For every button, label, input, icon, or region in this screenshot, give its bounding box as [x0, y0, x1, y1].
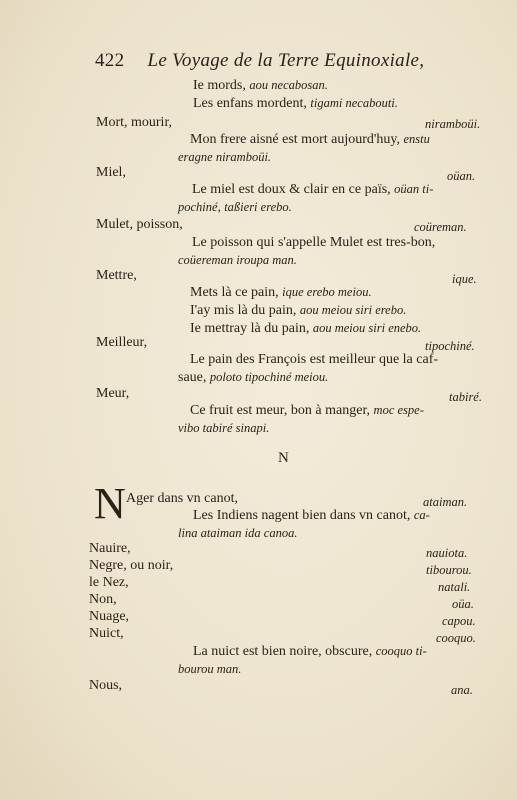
headword: Ager dans vn canot,	[126, 491, 238, 506]
headword: le Nez,	[89, 575, 129, 590]
entry-line: Les enfans mordent, tigami necabouti.	[193, 96, 398, 111]
translation: ique.	[452, 272, 477, 286]
entry-line: Ce fruit est meur, bon à manger, moc espe-	[190, 403, 424, 418]
drop-cap: N	[94, 479, 126, 528]
entry-line: lina ataiman ida canoa.	[178, 526, 298, 540]
running-header	[95, 50, 475, 72]
translation: cooquo.	[436, 631, 476, 645]
translation: ana.	[451, 683, 473, 697]
entry-line: pochiné, taßieri erebo.	[178, 200, 292, 214]
entry-line: coüereman iroupa man.	[178, 253, 297, 267]
headword: Non,	[89, 592, 117, 607]
headword: Miel,	[96, 165, 126, 180]
entry-line: I'ay mis là du pain, aou meiou siri erebo.	[190, 303, 407, 318]
translation: oüan.	[447, 169, 476, 183]
entry-line: Mon frere aisné est mort aujourd'huy, enstu	[190, 132, 430, 147]
headword: Meur,	[96, 386, 130, 401]
entry-line: La nuict est bien noire, obscure, cooquo ti-	[193, 644, 427, 659]
entry-line: Ie mords, aou necabosan.	[193, 78, 328, 93]
translation: niramboüi.	[425, 117, 481, 131]
headword: Mettre,	[96, 268, 137, 283]
headword: Nuage,	[89, 609, 130, 624]
entry-line: vibo tabiré sinapi.	[178, 421, 270, 435]
entry-line: eragne niramboüi.	[178, 150, 272, 164]
entry-line: Mets là ce pain, ique erebo meiou.	[190, 285, 372, 300]
translation: tabiré.	[449, 390, 482, 404]
translation: nauiota.	[426, 546, 468, 560]
entry-line: bourou man.	[178, 662, 242, 676]
translation: tipochiné.	[425, 339, 475, 353]
headword: Mulet, poisson,	[96, 217, 183, 232]
section-heading: N	[278, 450, 289, 466]
entry-line: saue, poloto tipochiné meiou.	[178, 370, 329, 385]
headword: Mort, mourir,	[96, 115, 173, 130]
entry-line: Le poisson qui s'appelle Mulet est tres-bon,	[192, 235, 436, 250]
headword: Nous,	[89, 678, 123, 693]
entry-line: Les Indiens nagent bien dans vn canot, ca-	[193, 508, 430, 523]
entry-line: Le pain des François est meilleur que la caf-	[190, 352, 439, 367]
page-number: 422	[95, 50, 125, 71]
translation: natali.	[438, 580, 471, 594]
headword: Meilleur,	[96, 335, 148, 350]
entry-line: Le miel est doux & clair en ce païs, oüan ti-	[192, 182, 434, 197]
headword: Nuict,	[89, 626, 124, 641]
headword: Nauire,	[89, 541, 131, 556]
translation: coüreman.	[414, 220, 467, 234]
headword: Negre, ou noir,	[89, 558, 174, 573]
entry-line: Ie mettray là du pain, aou meiou siri enebo.	[190, 321, 422, 336]
translation: ataiman.	[423, 495, 468, 509]
running-title: Le Voyage de la Terre Equinoxiale,	[147, 50, 425, 71]
translation: oüa.	[452, 597, 474, 611]
translation: tibourou.	[426, 563, 472, 577]
translation: capou.	[442, 614, 476, 628]
